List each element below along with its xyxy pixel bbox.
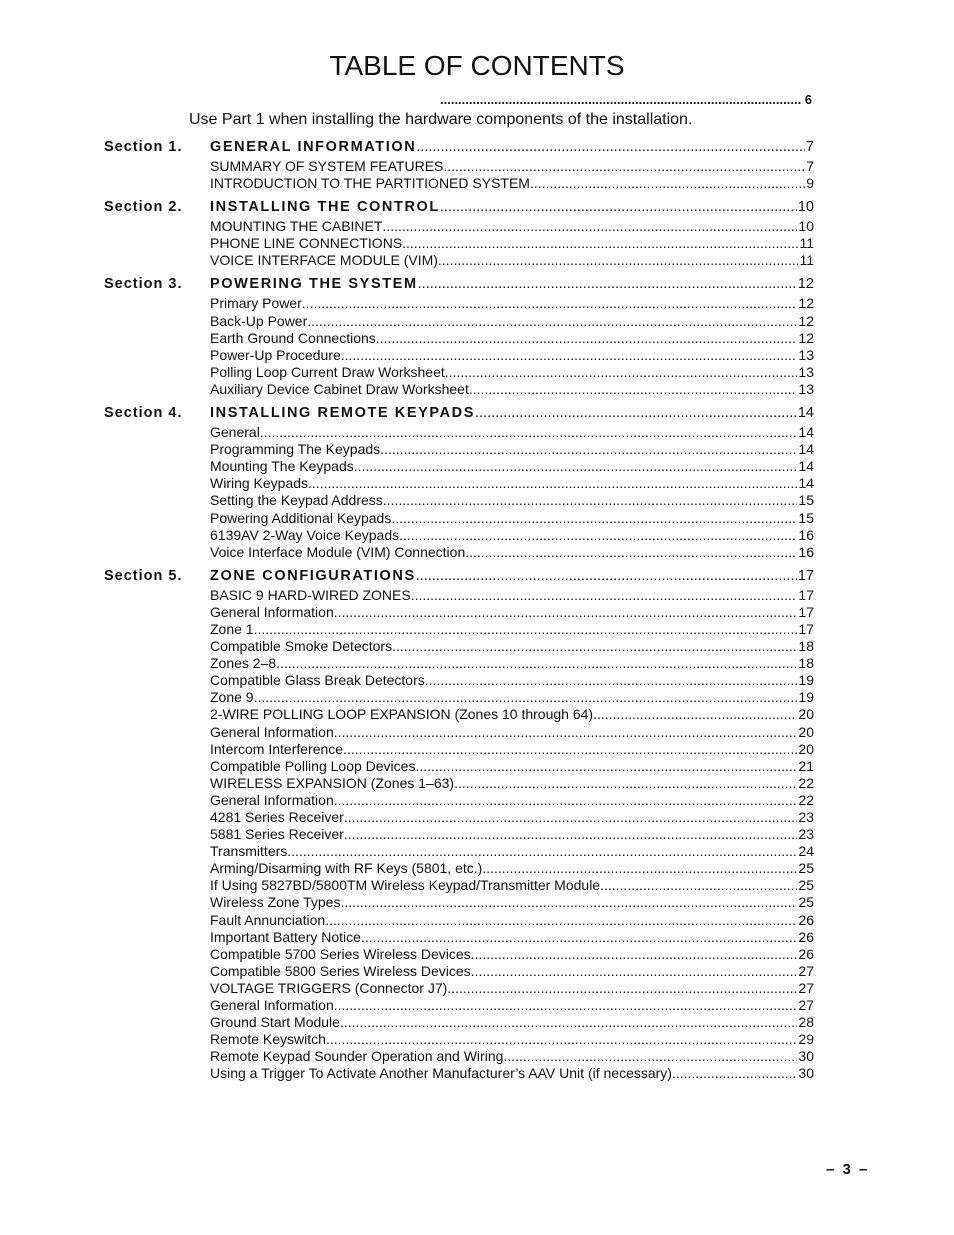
dot-leader bbox=[361, 929, 797, 945]
entry-title: Compatible 5700 Series Wireless Devices bbox=[210, 945, 471, 962]
entry-page-number: 13 bbox=[798, 346, 814, 363]
toc-section bbox=[104, 405, 814, 561]
toc-section bbox=[104, 139, 814, 192]
section-page-number: 7 bbox=[805, 139, 814, 155]
entry-title: Compatible 5800 Series Wireless Devices bbox=[210, 962, 471, 979]
dot-leader bbox=[382, 218, 797, 234]
entry-title: Zone 1 bbox=[210, 620, 254, 637]
toc-entry[interactable] bbox=[104, 492, 814, 509]
toc-entry[interactable] bbox=[104, 1031, 814, 1048]
toc-entry[interactable] bbox=[104, 587, 814, 604]
toc-entry[interactable] bbox=[104, 672, 814, 689]
toc-entry[interactable] bbox=[104, 218, 814, 235]
dot-leader bbox=[482, 860, 797, 876]
page-title: TABLE OF CONTENTS bbox=[329, 50, 625, 81]
entry-page-number: 18 bbox=[798, 638, 814, 655]
entry-page-number: 26 bbox=[798, 945, 814, 962]
entry-page-number: 11 bbox=[799, 235, 814, 252]
entry-page-number: 28 bbox=[798, 1014, 814, 1031]
footer-page-number: – 3 – bbox=[826, 1161, 870, 1178]
dot-leader bbox=[454, 775, 797, 791]
toc-entry[interactable] bbox=[104, 313, 814, 330]
section-title: INSTALLING REMOTE KEYPADS bbox=[210, 405, 476, 422]
entry-title: Auxiliary Device Cabinet Draw Worksheet bbox=[210, 380, 469, 397]
entry-title: Zone 9 bbox=[210, 689, 254, 706]
entry-title: MOUNTING THE CABINET bbox=[210, 218, 383, 235]
toc-entry[interactable] bbox=[104, 638, 814, 655]
section-number: Section 3. bbox=[104, 276, 183, 293]
section-page-number: 12 bbox=[797, 276, 814, 293]
entry-title: Primary Power bbox=[210, 295, 302, 312]
section-number: Section 4. bbox=[104, 405, 183, 422]
toc-entry[interactable] bbox=[104, 604, 814, 621]
entry-page-number: 27 bbox=[798, 997, 814, 1014]
entry-title: BASIC 9 HARD-WIRED ZONES bbox=[210, 586, 411, 603]
dot-leader bbox=[416, 139, 805, 155]
entry-page-number: 14 bbox=[798, 424, 814, 441]
entry-page-number: 12 bbox=[798, 312, 814, 329]
toc-entry[interactable] bbox=[104, 527, 814, 544]
dot-leader bbox=[343, 741, 797, 757]
section-page-number: 10 bbox=[797, 199, 814, 216]
entry-page-number: 13 bbox=[798, 380, 814, 397]
dot-leader bbox=[354, 458, 798, 474]
dot-leader bbox=[307, 313, 797, 329]
entry-title: Mounting The Keypads bbox=[210, 458, 354, 475]
toc-entry[interactable] bbox=[104, 1014, 814, 1031]
dot-leader bbox=[440, 92, 801, 107]
entry-title: Transmitters bbox=[210, 843, 288, 860]
section-title: POWERING THE SYSTEM bbox=[210, 276, 418, 293]
entry-title: Intercom Interference bbox=[210, 740, 344, 757]
toc-entry[interactable] bbox=[104, 621, 814, 638]
dot-leader bbox=[475, 405, 797, 421]
dot-leader bbox=[418, 276, 797, 292]
entry-page-number: 27 bbox=[798, 962, 814, 979]
toc-section bbox=[104, 568, 814, 1083]
entry-title: Zones 2–8 bbox=[210, 655, 277, 672]
entry-page-number: 16 bbox=[798, 526, 814, 543]
dot-leader bbox=[415, 758, 797, 774]
dot-leader bbox=[344, 809, 798, 825]
dot-leader bbox=[425, 672, 798, 688]
dot-leader bbox=[471, 963, 798, 979]
entry-title: Back-Up Power bbox=[210, 312, 308, 329]
entry-title: PHONE LINE CONNECTIONS bbox=[210, 235, 403, 252]
toc-entry[interactable] bbox=[104, 963, 814, 980]
toc-entry[interactable] bbox=[104, 347, 814, 364]
entry-page-number: 17 bbox=[798, 603, 814, 620]
section-heading[interactable] bbox=[104, 276, 814, 295]
toc-entry[interactable] bbox=[104, 826, 814, 843]
entry-title: WIRELESS EXPANSION (Zones 1–63) bbox=[210, 774, 455, 791]
dot-leader bbox=[399, 527, 797, 543]
entry-title: General Information bbox=[210, 997, 334, 1014]
section-title: ZONE CONFIGURATIONS bbox=[210, 567, 416, 584]
entry-page-number: 14 bbox=[798, 458, 814, 475]
dot-leader bbox=[341, 347, 798, 363]
toc-entry[interactable] bbox=[104, 252, 814, 269]
entry-page-number: 19 bbox=[798, 689, 814, 706]
dot-leader bbox=[383, 492, 798, 508]
toc-entry[interactable] bbox=[104, 1048, 814, 1065]
entry-title: If Using 5827BD/5800TM Wireless Keypad/Transmitter Module bbox=[210, 877, 601, 894]
entry-page-number: 19 bbox=[798, 672, 814, 689]
dot-leader bbox=[308, 475, 797, 491]
entry-title: Powering Additional Keypads bbox=[210, 509, 392, 526]
toc-entry[interactable] bbox=[104, 364, 814, 381]
section-title: INSTALLING THE CONTROL bbox=[210, 199, 440, 216]
entry-page-number: 14 bbox=[798, 441, 814, 458]
toc-entry[interactable] bbox=[104, 441, 814, 458]
toc-entry[interactable] bbox=[104, 980, 814, 997]
toc-section bbox=[104, 199, 814, 269]
section-number: Section 2. bbox=[104, 199, 183, 216]
entry-page-number: 20 bbox=[798, 706, 814, 723]
toc-entry[interactable] bbox=[104, 792, 814, 809]
toc-entry[interactable] bbox=[104, 706, 814, 723]
entry-page-number: 30 bbox=[798, 1065, 814, 1082]
entry-page-number: 9 bbox=[806, 175, 814, 192]
entry-page-number: 16 bbox=[798, 543, 814, 560]
toc-entry[interactable] bbox=[104, 912, 814, 929]
dot-leader bbox=[445, 364, 798, 380]
dot-leader bbox=[530, 175, 805, 191]
entry-page-number: 29 bbox=[798, 1031, 814, 1048]
dot-leader bbox=[411, 587, 798, 603]
toc-entry[interactable] bbox=[104, 689, 814, 706]
entry-title: Power-Up Procedure bbox=[210, 346, 341, 363]
dot-leader bbox=[391, 510, 797, 526]
entry-page-number: 24 bbox=[798, 843, 814, 860]
section-heading[interactable] bbox=[104, 199, 814, 218]
entry-page-number: 26 bbox=[798, 911, 814, 928]
dot-leader bbox=[334, 997, 798, 1013]
dot-leader bbox=[443, 158, 805, 174]
entry-title: General Information bbox=[210, 723, 334, 740]
section-heading[interactable] bbox=[104, 405, 814, 424]
entry-page-number: 22 bbox=[798, 774, 814, 791]
entry-page-number: 18 bbox=[798, 655, 814, 672]
dot-leader bbox=[438, 252, 799, 268]
toc-entry[interactable] bbox=[104, 475, 814, 492]
toc-entry[interactable] bbox=[104, 330, 814, 347]
toc-entry[interactable] bbox=[104, 724, 814, 741]
entry-title: Ground Start Module bbox=[210, 1014, 340, 1031]
entry-page-number: 23 bbox=[798, 826, 814, 843]
toc-entry[interactable] bbox=[104, 929, 814, 946]
dot-leader bbox=[376, 330, 798, 346]
entry-page-number: 13 bbox=[798, 363, 814, 380]
toc-entry[interactable] bbox=[104, 741, 814, 758]
entry-title: Arming/Disarming with RF Keys (5801, etc.) bbox=[210, 860, 483, 877]
entry-title: Important Battery Notice bbox=[210, 928, 361, 945]
entry-page-number: 25 bbox=[798, 894, 814, 911]
entry-title: Fault Annunciation bbox=[210, 911, 326, 928]
entry-title: VOLTAGE TRIGGERS (Connector J7) bbox=[210, 979, 448, 996]
entry-title: Remote Keyswitch bbox=[210, 1031, 326, 1048]
toc-entry[interactable] bbox=[104, 877, 814, 894]
toc-entry[interactable] bbox=[104, 894, 814, 911]
toc-entry[interactable] bbox=[104, 175, 814, 192]
toc-entry[interactable] bbox=[104, 843, 814, 860]
entry-title: 6139AV 2-Way Voice Keypads bbox=[210, 526, 400, 543]
entry-title: SUMMARY OF SYSTEM FEATURES bbox=[210, 158, 444, 174]
entry-title: VOICE INTERFACE MODULE (VIM) bbox=[210, 252, 438, 269]
entry-title: Wiring Keypads bbox=[210, 475, 309, 492]
toc-entry[interactable] bbox=[104, 424, 814, 441]
toc-entry[interactable] bbox=[104, 809, 814, 826]
entry-title: Earth Ground Connections bbox=[210, 329, 376, 346]
dot-leader bbox=[344, 826, 798, 842]
dot-leader bbox=[440, 199, 797, 215]
entry-title: Compatible Polling Loop Devices bbox=[210, 757, 416, 774]
dot-leader bbox=[469, 381, 798, 397]
dot-leader bbox=[447, 980, 797, 996]
entry-title: Voice Interface Module (VIM) Connection bbox=[210, 543, 466, 560]
entry-page-number: 10 bbox=[798, 218, 814, 235]
entry-title: Setting the Keypad Address bbox=[210, 492, 383, 509]
entry-page-number: 12 bbox=[798, 329, 814, 346]
entry-page-number: 15 bbox=[798, 492, 814, 509]
dot-leader bbox=[380, 441, 797, 457]
dot-leader bbox=[392, 638, 797, 654]
table-of-contents bbox=[104, 139, 814, 1090]
entry-title: 2-WIRE POLLING LOOP EXPANSION (Zones 10 through 64) bbox=[210, 706, 594, 723]
entry-page-number: 23 bbox=[798, 809, 814, 825]
toc-entry[interactable] bbox=[104, 860, 814, 877]
entry-title: General Information bbox=[210, 603, 334, 620]
dot-leader bbox=[287, 843, 797, 859]
entry-page-number: 27 bbox=[798, 979, 814, 996]
entry-page-number: 12 bbox=[798, 295, 814, 312]
entry-page-number: 17 bbox=[798, 586, 814, 603]
dot-leader bbox=[402, 235, 798, 251]
entry-title: INTRODUCTION TO THE PARTITIONED SYSTEM bbox=[210, 175, 530, 192]
dot-leader bbox=[260, 424, 798, 440]
toc-section bbox=[104, 276, 814, 398]
part-1-page-number: 6 bbox=[804, 92, 812, 107]
entry-page-number: 14 bbox=[798, 475, 814, 492]
dot-leader bbox=[334, 792, 798, 808]
dot-leader bbox=[325, 912, 797, 928]
toc-entry[interactable] bbox=[104, 544, 814, 561]
entry-page-number: 30 bbox=[798, 1048, 814, 1065]
dot-leader bbox=[600, 877, 797, 893]
entry-page-number: 11 bbox=[799, 252, 814, 269]
dot-leader bbox=[254, 621, 798, 637]
entry-title: Polling Loop Current Draw Worksheet bbox=[210, 363, 445, 380]
dot-leader bbox=[334, 724, 798, 740]
toc-entry[interactable] bbox=[104, 295, 814, 312]
dot-leader bbox=[465, 544, 797, 560]
dot-leader bbox=[326, 1031, 797, 1047]
dot-leader bbox=[340, 1014, 797, 1030]
entry-title: Compatible Smoke Detectors bbox=[210, 638, 393, 655]
dot-leader bbox=[276, 655, 797, 671]
entry-page-number: 7 bbox=[806, 158, 814, 174]
toc-entry[interactable] bbox=[104, 946, 814, 963]
section-number: Section 1. bbox=[104, 139, 183, 155]
entry-title: Using a Trigger To Activate Another Manufacturer’s AAV Unit (if necessary) bbox=[210, 1065, 672, 1082]
dot-leader bbox=[254, 689, 798, 705]
dot-leader bbox=[471, 946, 798, 962]
part-1-toc-line bbox=[440, 92, 812, 110]
dot-leader bbox=[302, 295, 798, 311]
section-page-number: 17 bbox=[797, 567, 814, 584]
toc-entry[interactable] bbox=[104, 158, 814, 175]
toc-entry[interactable] bbox=[104, 235, 814, 252]
toc-entry[interactable] bbox=[104, 997, 814, 1014]
part-intro-text: Use Part 1 when installing the hardware components of the installation. bbox=[189, 111, 693, 128]
toc-entry[interactable] bbox=[104, 458, 814, 475]
section-title: GENERAL INFORMATION bbox=[210, 139, 417, 155]
section-heading[interactable] bbox=[104, 568, 814, 587]
section-heading[interactable] bbox=[104, 139, 814, 158]
dot-leader bbox=[334, 604, 798, 620]
toc-entry[interactable] bbox=[104, 510, 814, 527]
entry-title: Compatible Glass Break Detectors bbox=[210, 672, 425, 689]
toc-entry[interactable] bbox=[104, 655, 814, 672]
entry-page-number: 17 bbox=[798, 620, 814, 637]
dot-leader bbox=[672, 1065, 797, 1081]
entry-title: Remote Keypad Sounder Operation and Wiring bbox=[210, 1048, 504, 1065]
entry-title: General Information bbox=[210, 791, 334, 808]
entry-page-number: 20 bbox=[798, 723, 814, 740]
toc-entry[interactable] bbox=[104, 775, 814, 792]
dot-leader bbox=[593, 706, 797, 722]
section-number: Section 5. bbox=[104, 567, 183, 584]
entry-page-number: 21 bbox=[798, 757, 814, 774]
entry-title: Wireless Zone Types bbox=[210, 894, 341, 911]
section-page-number: 14 bbox=[797, 405, 814, 422]
entry-title: 4281 Series Receiver bbox=[210, 809, 344, 825]
entry-title: 5881 Series Receiver bbox=[210, 826, 344, 843]
entry-title: General bbox=[210, 424, 260, 441]
entry-page-number: 20 bbox=[798, 740, 814, 757]
entry-page-number: 26 bbox=[798, 928, 814, 945]
dot-leader bbox=[340, 894, 797, 910]
entry-page-number: 22 bbox=[798, 791, 814, 808]
toc-entry[interactable] bbox=[104, 758, 814, 775]
entry-title: Programming The Keypads bbox=[210, 441, 381, 458]
toc-entry[interactable] bbox=[104, 1065, 814, 1082]
toc-entry[interactable] bbox=[104, 381, 814, 398]
entry-page-number: 25 bbox=[798, 877, 814, 894]
entry-page-number: 25 bbox=[798, 860, 814, 877]
entry-page-number: 15 bbox=[798, 509, 814, 526]
dot-leader bbox=[503, 1048, 797, 1064]
dot-leader bbox=[416, 568, 797, 584]
